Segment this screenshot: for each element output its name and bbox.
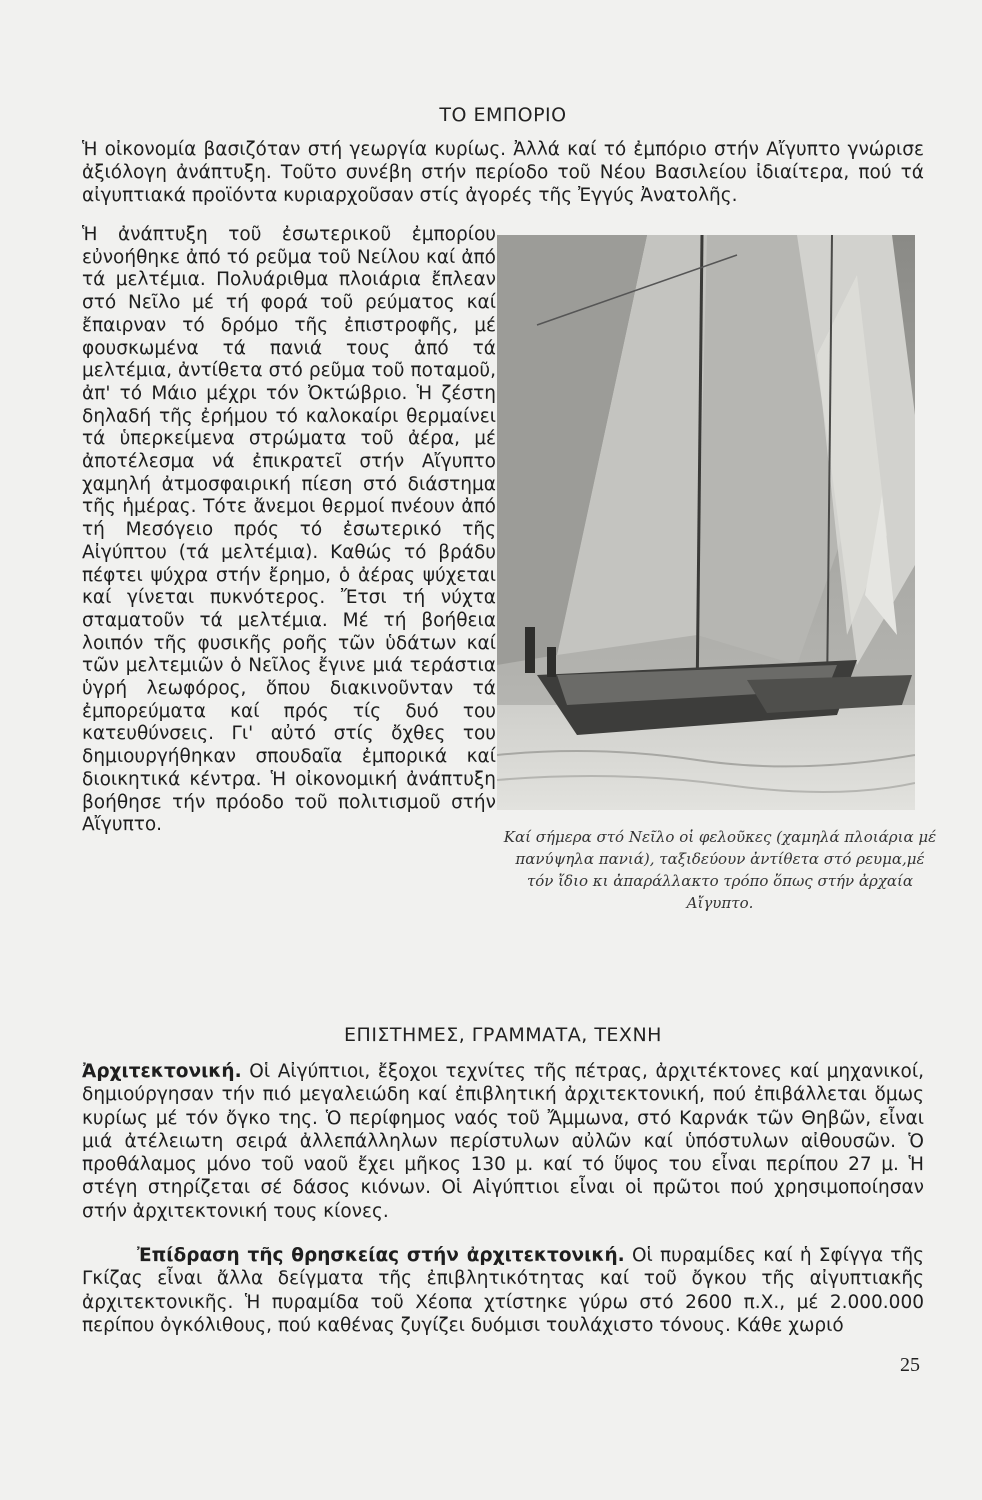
- paragraph-architecture-text: Οἱ Αἰγύπτιοι, ἔξοχοι τεχνίτες τῆς πέτρας, ἀρχιτέκτονες καί μηχανικοί, δημιούργησαν τήν πιό μεγαλειώδη καί ἐπιβλητική ἀρχιτεκτονική, πού ἐπιβάλλεται ὅμως κυρίως μέ τόν ὄγκο της. Ὁ περίφημος ναός τοῦ Ἄμμωνα, στό Καρνάκ τῶν Θηβῶν, εἶναι μιά ἀτέλειωτη σειρά ἀλλεπάλληλων περίστυλων αὐλῶν καί ὑπόστυλων αἰθουσῶν. Ὁ προθάλαμος μόνο τοῦ ναοῦ ἔχει μῆκος 130 μ. καί τό ὕψος του εἶναι περίπου 27 μ. Ἡ στέγη στηρίζεται σέ δάσος κιόνων. Οἱ Αἰγύπτιοι εἶναι οἱ πρῶτοι πού χρησιμοποίησαν στήν ἀρχιτεκτονική τους κίονες.: [82, 1061, 924, 1222]
- paragraph-religion-architecture: [82, 1244, 924, 1337]
- paragraph-religion-text: Οἱ πυραμίδες καί ἡ Σφίγγα τῆς Γκίζας εἶναι ἄλλα δείγματα τῆς ἐπιβλητικότητας καί τοῦ ὄγκου τῆς αἰγυπτιακῆς ἀρχιτεκτονικῆς. Ἡ πυραμίδα τοῦ Χέοπα χτίστηκε γύρω στό 2600 π.Χ., μέ 2.000.000 περίπου ὀγκόλιθους, πού καθένας ζυγίζει δυόμισι τουλάχιστο τόνους. Κάθε χωριό: [82, 1245, 924, 1336]
- paragraph-intro: Ἡ οἰκονομία βασιζόταν στή γεωργία κυρίως. Ἀλλά καί τό ἐμπόριο στήν Αἴγυπτο γνώρισε ἀξιόλογη ἀνάπτυξη. Τοῦτο συνέβη στήν περίοδο τοῦ Νέου Βασιλείου ἰδιαίτερα, πού τά αἰγυπτιακά προϊόντα κυριαρχοῦσαν στίς ἀγορές τῆς Ἐγγύς Ἀνατολῆς.: [82, 139, 924, 206]
- section-heading-trade: ΤΟ ΕΜΠΟΡΙΟ: [439, 104, 567, 126]
- feluccas-illustration: [497, 235, 915, 810]
- paragraph-architecture-lead: Ἀρχιτεκτονική.: [82, 1061, 242, 1082]
- paragraph-religion-lead: Ἐπίδραση τῆς θρησκείας στήν ἀρχιτεκτονική.: [137, 1245, 625, 1266]
- feluccas-photo: [497, 235, 915, 810]
- photo-caption: Καί σήμερα στό Νεῖλο οἱ φελοῦκες (χαμηλά πλοιάρια μέ πανύψηλα πανιά), ταξιδεύουν ἀντίθετα στό ρευμα,μέ τόν ἴδιο κι ἀπαράλλακτο τρόπο ὅπως στήν ἀρχαία Αἴγυπτο.: [503, 828, 937, 912]
- paragraph-trade-column: Ἡ ἀνάπτυξη τοῦ ἐσωτερικοῦ ἐμπορίου εὐνοήθηκε ἀπό τό ρεῦμα τοῦ Νείλου καί ἀπό τά μελτέμια. Πολυάριθμα πλοιάρια ἔπλεαν στό Νεῖλο μέ τή φορά τοῦ ρεύματος καί ἔπαιρναν τό δρόμο τῆς ἐπιστροφῆς, μέ φουσκωμένα τά πανιά τους ἀπό τά μελτέμια, ἀντίθετα στό ρεῦμα τοῦ ποταμοῦ, ἀπ' τό Μάιο μέχρι τόν Ὀκτώβριο. Ἡ ζέστη δηλαδή τῆς ἐρήμου τό καλοκαίρι θερμαίνει τά ὑπερκείμενα στρώματα τοῦ ἀέρα, μέ ἀποτέλεσμα νά ἐπικρατεῖ στήν Αἴγυπτο χαμηλή ἀτμοσφαιρική πίεση στό διάστημα τῆς ἡμέρας. Τότε ἄνεμοι θερμοί πνέουν ἀπό τή Μεσόγειο πρός τό ἐσωτερικό τῆς Αἰγύπτου (τά μελτέμια). Καθώς τό βράδυ πέφτει ψύχρα στήν ἔρημο, ὁ ἀέρας ψύχεται καί γίνεται πυκνότερος. Ἔτσι τή νύχτα σταματοῦν τά μελτέμια. Μέ τή βοήθεια λοιπόν τῆς φυσικῆς ροῆς τῶν ὑδάτων καί τῶν μελτεμιῶν ὁ Νεῖλος ἔγινε μιά τεράστια ὑγρή λεωφόρος, ὅπου διακινοῦνταν τά ἐμπορεύματα καί πρός τίς δυό του κατευθύνσεις. Γι' αὐτό στίς ὄχθες του δημιουργήθηκαν σπουδαῖα ἐμπορικά καί διοικητικά κέντρα. Ἡ οἰκονομική ἀνάπτυξη βοήθησε τήν πρόοδο τοῦ πολιτισμοῦ στήν Αἴγυπτο.: [82, 224, 496, 836]
- page-number: 25: [900, 1354, 920, 1376]
- section-heading-sciences: ΕΠΙΣΤΗΜΕΣ, ΓΡΑΜΜΑΤΑ, ΤΕΧΝΗ: [344, 1024, 662, 1046]
- paragraph-architecture: [82, 1060, 924, 1223]
